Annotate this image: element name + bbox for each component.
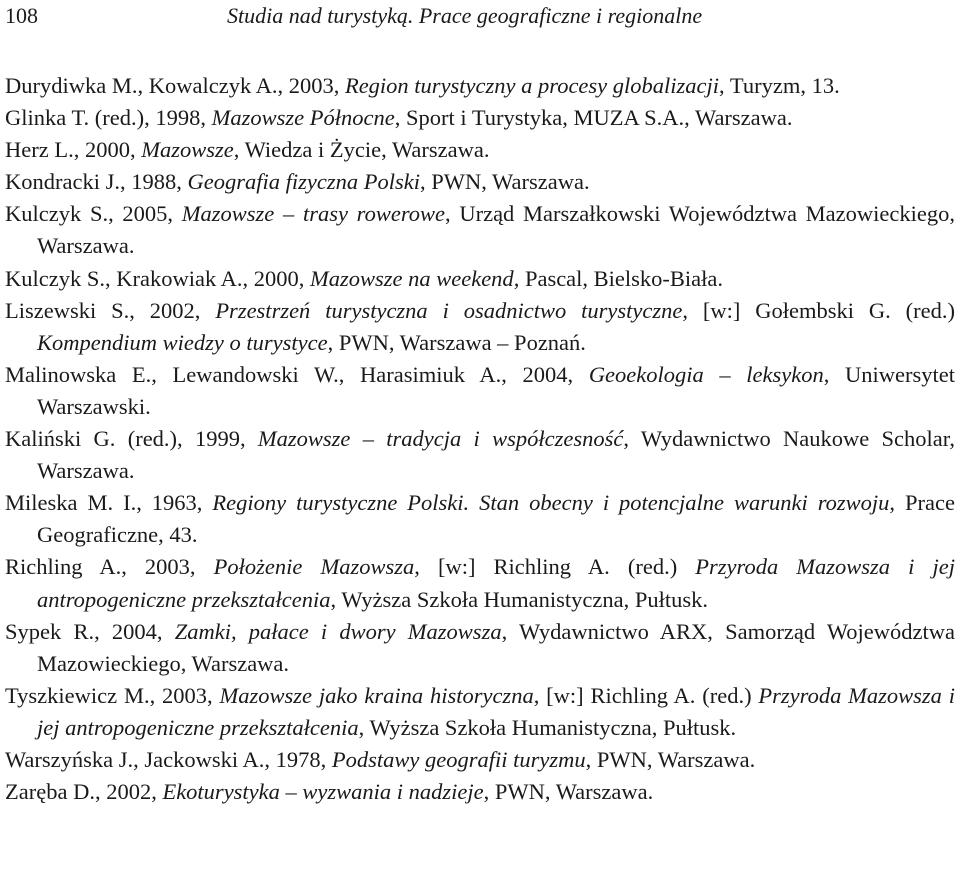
reference-text: , Wyższa Szkoła Humanistyczna, Pułtusk.	[358, 714, 737, 740]
reference-text: , Wydawnictwo Naukowe Scholar, Warszawa.	[37, 426, 955, 484]
reference-text: , PWN, Warszawa.	[483, 779, 654, 805]
reference-title: Ekoturystyka – wyzwania i nadzieje	[162, 779, 484, 805]
reference-title: Położenie Mazowsza	[213, 554, 415, 580]
reference-title: Podstawy geografii turyzmu	[331, 746, 586, 772]
reference-text: , [w:] Gołembski G. (red.)	[682, 297, 955, 323]
reference-title: Geoekologia – leksykon	[588, 361, 824, 387]
reference-entry	[5, 295, 955, 359]
reference-entry	[5, 551, 955, 615]
reference-title: Zamki, pałace i dwory Mazowsza	[174, 618, 502, 644]
reference-text: , Turyzm, 13.	[719, 73, 840, 98]
reference-title: Geografia fizyczna Polski	[187, 169, 420, 195]
reference-text: Herz L., 2000,	[5, 137, 142, 163]
reference-text: Durydiwka M., Kowalczyk A., 2003,	[5, 73, 345, 98]
reference-entry	[5, 134, 955, 166]
reference-entry	[5, 263, 955, 295]
reference-entry	[5, 680, 955, 744]
reference-text: Warszyńska J., Jackowski A., 1978,	[5, 746, 332, 772]
reference-entry	[5, 198, 955, 262]
reference-entry	[5, 102, 955, 134]
reference-text: , Uniwersytet Warszawski.	[37, 361, 956, 419]
reference-text: Kaliński G. (red.), 1999,	[5, 426, 258, 452]
reference-text: Kondracki J., 1988,	[5, 169, 188, 195]
reference-text: , [w:] Richling A. (red.)	[414, 554, 696, 580]
reference-title: Mazowsze jako kraina historyczna	[219, 682, 534, 708]
reference-text: Richling A., 2003,	[5, 554, 214, 580]
page-header	[5, 0, 955, 30]
reference-entry	[5, 616, 955, 680]
reference-text: Glinka T. (red.), 1998,	[5, 105, 212, 131]
reference-text: Mileska M. I., 1963,	[5, 490, 213, 516]
reference-entry	[5, 744, 955, 776]
reference-entry	[5, 359, 955, 423]
reference-text: , Sport i Turystyka, MUZA S.A., Warszawa.	[394, 105, 793, 131]
reference-title: Mazowsze na weekend	[309, 265, 514, 291]
reference-text: Kulczyk S., 2005,	[5, 201, 182, 227]
reference-list	[5, 70, 955, 808]
reference-entry	[5, 70, 955, 102]
reference-text: Sypek R., 2004,	[5, 618, 175, 644]
reference-title: Region turystyczny a procesy globalizacji	[344, 73, 720, 98]
reference-title: Przyroda Mazowsza i jej antropogeniczne przekształcenia	[37, 554, 955, 612]
reference-text: , Wiedza i Życie, Warszawa.	[233, 137, 490, 163]
reference-text: Liszewski S., 2002,	[5, 297, 216, 323]
reference-entry	[5, 487, 955, 551]
reference-title: Mazowsze – trasy rowerowe	[181, 201, 445, 227]
reference-text: , PWN, Warszawa – Poznań.	[327, 329, 586, 355]
reference-title: Przyroda Mazowsza i jej antropogeniczne przekształcenia	[37, 682, 955, 740]
reference-text: , [w:] Richling A. (red.)	[533, 682, 759, 708]
reference-text: , PWN, Warszawa.	[585, 746, 756, 772]
reference-text: , Wydawnictwo ARX, Samorząd Województwa Mazowieckiego, Warszawa.	[37, 618, 955, 676]
reference-text: Zaręba D., 2002,	[5, 779, 163, 805]
reference-text: , Pascal, Bielsko-Biała.	[513, 265, 724, 291]
reference-entry	[5, 423, 955, 487]
reference-title: Regiony turystyczne Polski. Stan obecny i potencjalne warunki rozwoju	[212, 490, 890, 516]
reference-title: Mazowsze	[141, 137, 234, 163]
reference-title: Kompendium wiedzy o turystyce	[37, 329, 328, 355]
reference-text: Kulczyk S., Krakowiak A., 2000,	[5, 265, 310, 291]
page-number: 108	[5, 3, 38, 28]
reference-text: Malinowska E., Lewandowski W., Harasimiuk A., 2004,	[5, 361, 589, 387]
running-title: Studia nad turystyką. Prace geograficzne i regionalne	[227, 3, 703, 28]
reference-entry	[5, 166, 955, 198]
reference-text: , PWN, Warszawa.	[419, 169, 590, 195]
reference-text: , Prace Geograficzne, 43.	[37, 490, 955, 548]
reference-title: Mazowsze Północne	[211, 105, 395, 131]
reference-text: Tyszkiewicz M., 2003,	[5, 682, 220, 708]
reference-title: Przestrzeń turystyczna i osadnictwo turystyczne	[215, 297, 683, 323]
reference-title: Mazowsze – tradycja i współczesność	[257, 426, 624, 452]
reference-text: , Urząd Marszałkowski Województwa Mazowieckiego, Warszawa.	[37, 201, 955, 259]
reference-entry	[5, 776, 955, 808]
reference-text: , Wyższa Szkoła Humanistyczna, Pułtusk.	[330, 586, 709, 612]
